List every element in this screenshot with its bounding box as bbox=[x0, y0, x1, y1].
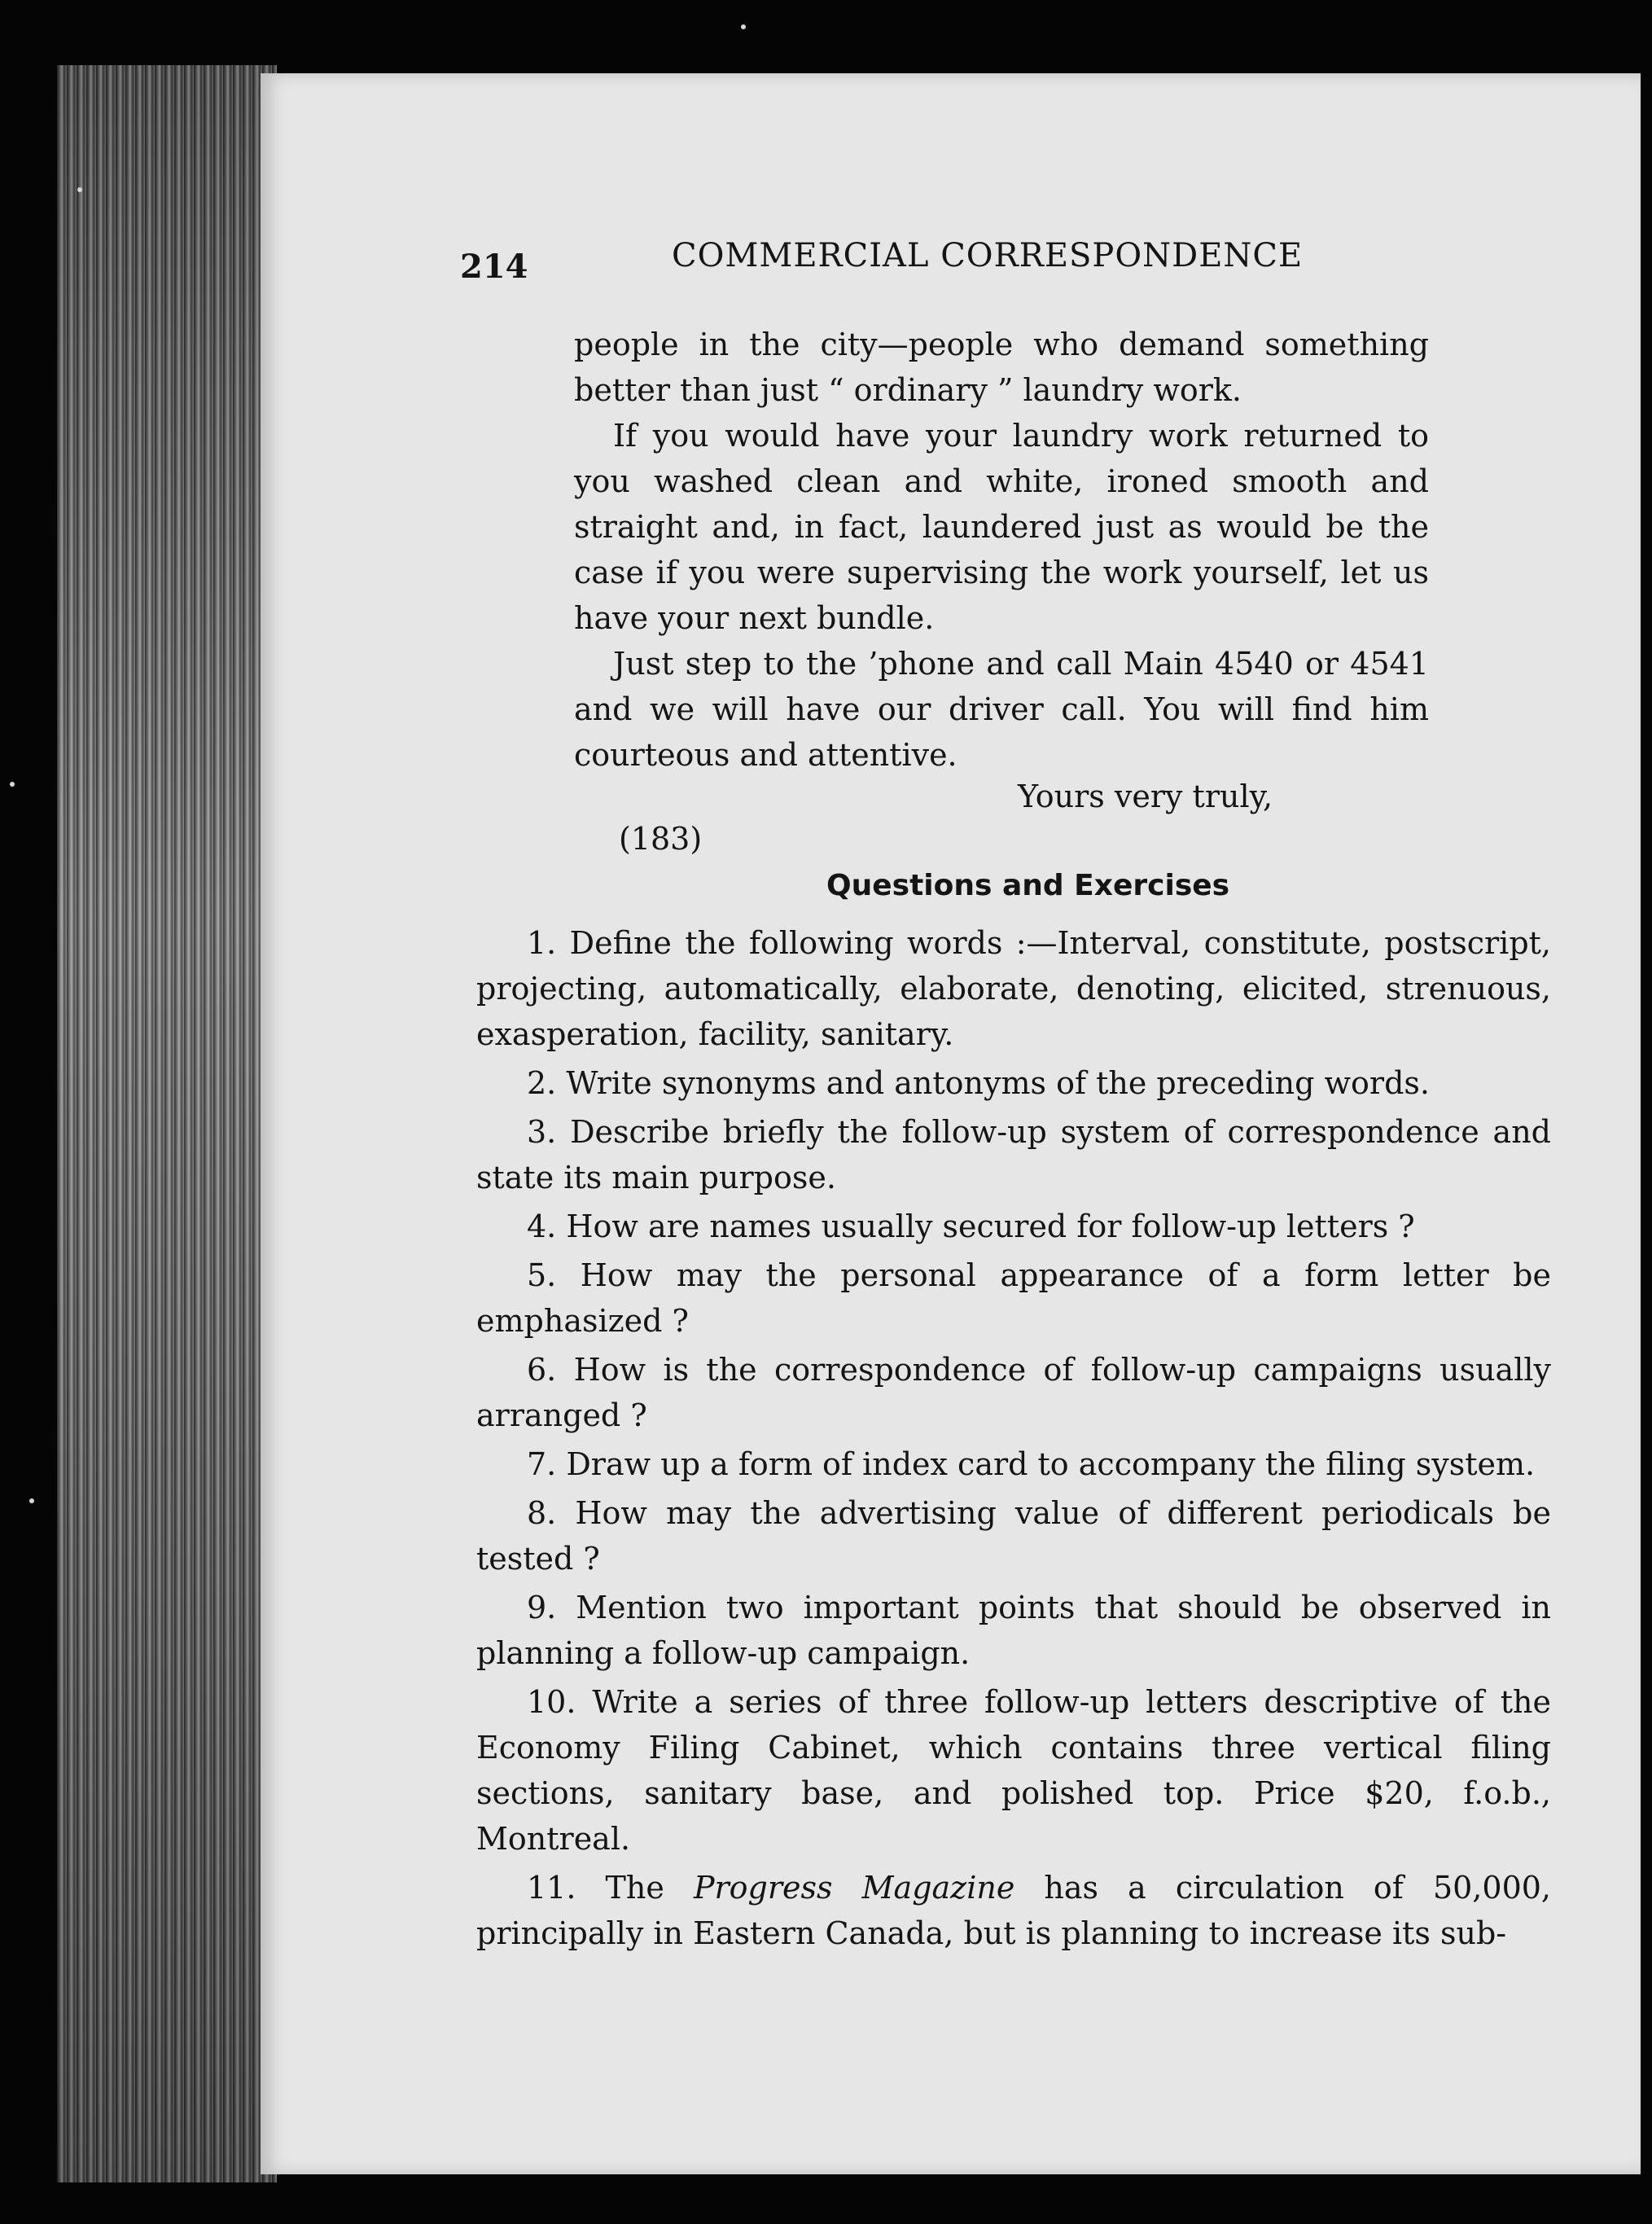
book-page-edges bbox=[57, 65, 277, 2182]
exercise-item: 10. Write a series of three follow-up letters descriptive of the Economy Filing Cabinet, which contains three vertical filing sections, sanitary base, and polished top. Price $20, f.o.b., Montreal. bbox=[476, 1684, 1551, 1857]
exercise-item bbox=[476, 1865, 1551, 1956]
dust-speck bbox=[741, 24, 746, 29]
exercise-item: 9. Mention two important points that should be observed in planning a follow-up campaign. bbox=[476, 1590, 1551, 1671]
letter-paragraph: Just step to the ’phone and call Main 4540 or 4541 and we will have our driver call. You will find him courteous and attentive. bbox=[574, 646, 1429, 773]
exercise-item-rest: has a circulation of 50,000, principally in Eastern Canada, but is planning to increase its sub- bbox=[476, 1870, 1551, 1951]
dust-speck bbox=[77, 187, 82, 192]
exercise-item: 6. How is the correspondence of follow-up campaigns usually arranged ? bbox=[476, 1352, 1551, 1433]
exercise-item: 5. How may the personal appearance of a form letter be emphasized ? bbox=[476, 1257, 1551, 1339]
exercise-item: 3. Describe briefly the follow-up system of correspondence and state its main purpose. bbox=[476, 1114, 1551, 1195]
running-title: COMMERCIAL CORRESPONDENCE bbox=[672, 237, 1304, 274]
exercise-list bbox=[476, 920, 1551, 1956]
dust-speck bbox=[10, 782, 15, 787]
exercise-item: 4. How are names usually secured for follow-up letters ? bbox=[527, 1209, 1415, 1244]
book-page bbox=[261, 73, 1641, 2174]
exercise-item: 8. How may the advertising value of different periodicals be tested ? bbox=[476, 1495, 1551, 1577]
letter-paragraph: people in the city—people who demand something better than just “ ordinary ” laundry work. bbox=[574, 327, 1429, 408]
exercise-item: 2. Write synonyms and antonyms of the preceding words. bbox=[527, 1065, 1430, 1101]
dust-speck bbox=[29, 1498, 34, 1503]
section-heading: Questions and Exercises bbox=[826, 869, 1230, 902]
letter-body bbox=[574, 322, 1429, 778]
letter-paragraph: If you would have your laundry work returned to you washed clean and white, ironed smooth and straight and, in fact, laundered just as would be the case if you were supervising the work yourself, let us have your next bundle. bbox=[574, 418, 1429, 636]
exercise-item: 1. Define the following words :—Interval, constitute, postscript, projecting, automatically, elaborate, denoting, elicited, strenuous, exasperation, facility, sanitary. bbox=[476, 925, 1551, 1052]
exercise-item-lead: 11. The bbox=[527, 1870, 694, 1906]
page-number: 214 bbox=[460, 248, 528, 286]
magazine-title: Progress Magazine bbox=[693, 1870, 1015, 1906]
exercise-item: 7. Draw up a form of index card to accompany the filing system. bbox=[527, 1446, 1536, 1482]
letter-reference-number: (183) bbox=[619, 821, 703, 857]
letter-closing: Yours very truly, bbox=[1018, 779, 1273, 814]
